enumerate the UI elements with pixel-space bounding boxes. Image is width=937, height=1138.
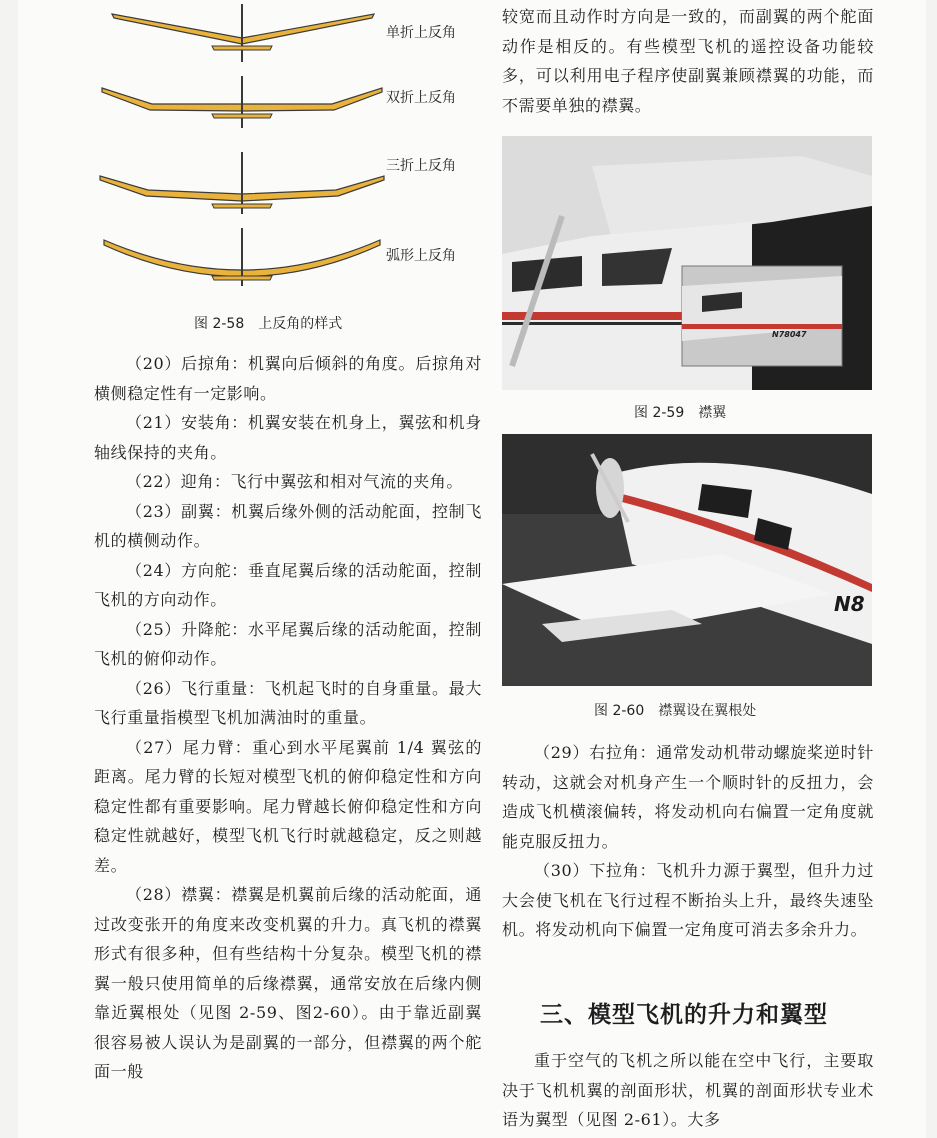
wing-single-break [112, 4, 374, 62]
left-body-text [94, 349, 482, 1087]
label-double-break: 双折上反角 [386, 90, 456, 106]
figure-2-59-photo [502, 136, 872, 390]
para-24: （24）方向舵：垂直尾翼后缘的活动舵面，控制飞机的方向动作。 [94, 560, 482, 609]
para-26: （26）飞行重量：飞机起飞时的自身重量。最大飞行重量指模型飞机加满油时的重量。 [94, 678, 482, 727]
registration-n8: N8 [834, 592, 865, 616]
label-curved: 弧形上反角 [386, 248, 456, 264]
book-page [18, 0, 926, 1138]
right-top-paragraph: 较宽而且动作时方向是一致的，而副翼的两个舵面动作是相反的。有些模型飞机的遥控设备功能较多，可以利用电子程序使副翼兼顾襟翼的功能，而不需要单独的襟翼。 [502, 7, 874, 115]
para-20: （20）后掠角：机翼向后倾斜的角度。后掠角对横侧稳定性有一定影响。 [94, 354, 482, 403]
figure-2-60-photo [502, 434, 872, 686]
para-27: （27）尾力臂：重心到水平尾翼前 1/4 翼弦的距离。尾力臂的长短对模型飞机的俯仰稳定性和方向稳定性都有重要影响。尾力臂越长俯仰稳定性和方向稳定性就越好，模型飞机飞行时就越稳定，反之则越差。 [94, 737, 482, 875]
wing-triple-break [100, 152, 384, 214]
para-22: （22）迎角：飞行中翼弦和相对气流的夹角。 [126, 472, 463, 491]
section-paragraph: 重于空气的飞机之所以能在空中飞行，主要取决于飞机机翼的剖面形状，机翼的剖面形状专业术语为翼型（见图 2-61）。大多 [502, 1051, 874, 1129]
wing-curved [104, 228, 380, 286]
para-30: （30）下拉角：飞机升力源于翼型，但升力过大会使飞机在飞行过程不断抬头上升，最终失速坠机。将发动机向下偏置一定角度可消去多余升力。 [502, 861, 874, 939]
right-body-text [502, 738, 874, 945]
para-23: （23）副翼：机翼后缘外侧的活动舵面，控制飞机的横侧动作。 [94, 501, 482, 550]
registration-n78047: N78047 [772, 330, 807, 339]
section-title: 三、模型飞机的升力和翼型 [540, 1002, 828, 1028]
para-25: （25）升降舵：水平尾翼后缘的活动舵面，控制飞机的俯仰动作。 [94, 619, 482, 668]
label-single-break: 单折上反角 [386, 25, 456, 41]
para-28: （28）襟翼：襟翼是机翼前后缘的活动舵面，通过改变张开的角度来改变机翼的升力。真飞机的襟翼形式有很多种，但有些结构十分复杂。模型飞机的襟翼一般只使用简单的后缘襟翼，通常安放在后缘内侧靠近翼根处（见图 2-59、图2-60）。由于靠近副翼很容易被人误认为是副翼的一部分，但襟翼的两个舵面一般 [94, 885, 482, 1081]
figure-2-58-caption: 图 2-58 上反角的样式 [194, 316, 343, 332]
para-21: （21）安装角：机翼安装在机身上，翼弦和机身轴线保持的夹角。 [94, 413, 482, 462]
para-29: （29）右拉角：通常发动机带动螺旋桨逆时针转动，这就会对机身产生一个顺时针的反扭力，会造成飞机横滚偏转，将发动机向右偏置一定角度就能克服反扭力。 [502, 743, 874, 851]
label-triple-break: 三折上反角 [386, 158, 456, 174]
wing-double-break [102, 76, 382, 128]
figure-2-60-caption: 图 2-60 襟翼设在翼根处 [594, 703, 757, 719]
figure-2-59-caption: 图 2-59 襟翼 [634, 405, 727, 421]
